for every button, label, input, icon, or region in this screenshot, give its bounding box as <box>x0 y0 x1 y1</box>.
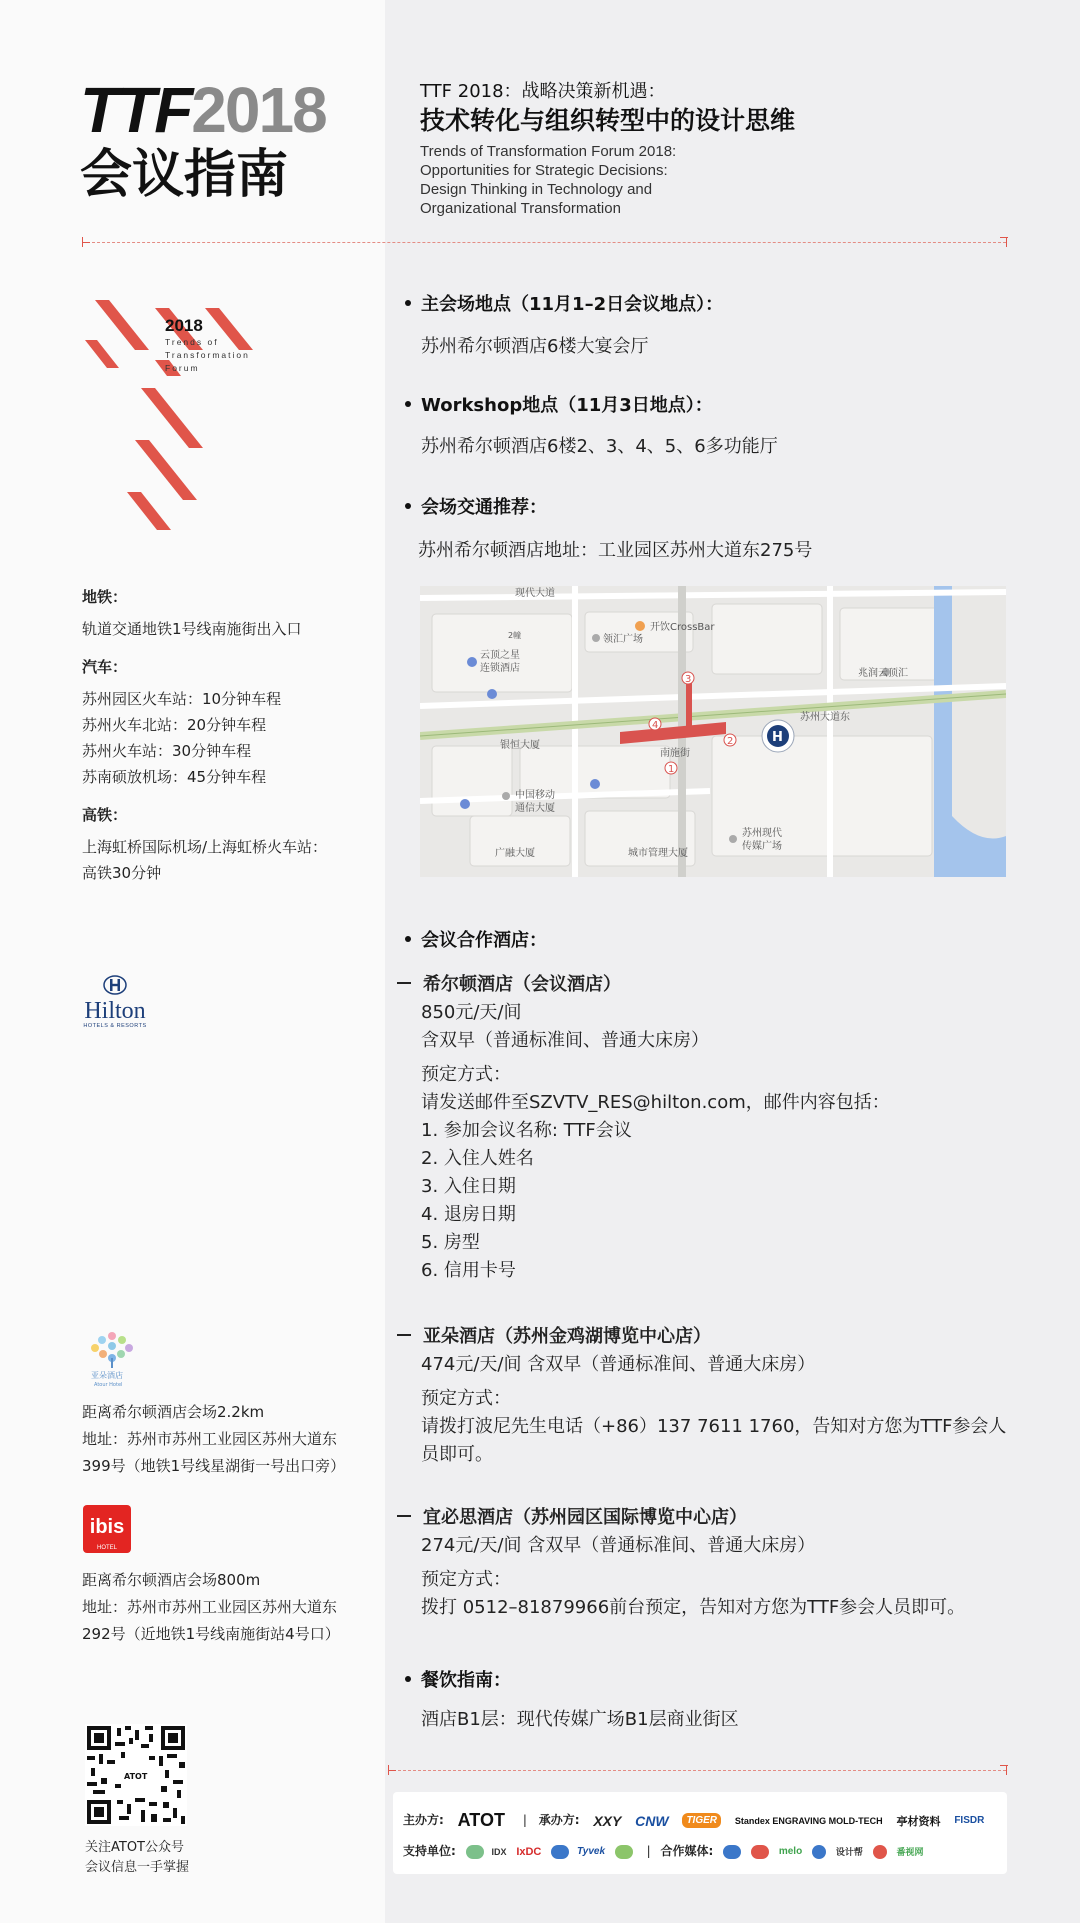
atour-distance: 距离希尔顿酒店会场2.2km <box>82 1403 265 1421</box>
emblem-line: Forum <box>165 363 200 373</box>
qr-caption-line: 关注ATOT公众号 <box>85 1840 184 1855</box>
atour-name-text: 亚朵酒店（苏州金鸡湖博览中心店） <box>423 1326 711 1347</box>
svg-text:H: H <box>772 730 783 745</box>
cnw-logo: CNW <box>635 1812 669 1829</box>
dash-marker <box>397 982 411 984</box>
map-label: 领汇广场 <box>603 634 643 645</box>
poi-icon <box>729 835 737 843</box>
hilton-item: 3. 入住日期 <box>421 1176 516 1197</box>
divider-tick <box>388 1770 396 1771</box>
rail-heading: 高铁： <box>82 806 128 824</box>
hilton-breakfast: 含双早（普通标准间、普通大床房） <box>421 1030 709 1051</box>
media-logo-icon <box>723 1845 741 1859</box>
bullet-dot <box>405 503 411 509</box>
guide-title: 会议指南 <box>80 145 289 205</box>
ibis-address: 292号（近地铁1号线南施街站4号口） <box>82 1625 340 1643</box>
melo-logo: melo <box>778 1846 803 1857</box>
workshop-title-text: Workshop地点（11月3日地点）： <box>421 395 713 416</box>
ibis-logo-sub: HOTEL <box>96 1545 117 1551</box>
ibis-price: 274元/天/间 含双早（普通标准间、普通大床房） <box>421 1535 816 1556</box>
dining-title <box>405 1668 511 1694</box>
divider-tick <box>1000 237 1008 238</box>
tiger-logo: TIGER <box>682 1813 721 1828</box>
media-logo-icon <box>812 1845 826 1859</box>
ibis-booking-head: 预定方式： <box>421 1569 511 1590</box>
hilton-item: 5. 房型 <box>421 1232 480 1253</box>
atour-address: 地址：苏州市苏州工业园区苏州大道东 <box>82 1430 338 1448</box>
main-venue-title-text: 主会场地点（11月1–2日会议地点）： <box>421 294 724 315</box>
car-line: 苏州火车北站：20分钟车程 <box>82 716 267 734</box>
main-venue-title <box>405 292 723 318</box>
ibis-hotel <box>397 1504 1017 1622</box>
sponsors-row-2 <box>403 1842 924 1859</box>
hilton-logo-word: Hilton <box>84 998 146 1024</box>
hilton-emblem-icon <box>103 975 127 995</box>
divider-tick <box>1006 1765 1007 1775</box>
poi-hotel-icon <box>467 657 477 667</box>
exit-marker: 3 <box>685 674 692 685</box>
car-block <box>82 654 372 790</box>
atour-name <box>397 1323 1017 1351</box>
rail-line: 上海虹桥国际机场/上海虹桥火车站： <box>82 838 328 856</box>
media-label: 合作媒体: <box>660 1844 714 1858</box>
subtitle-en-line: Design Thinking in Technology and <box>420 181 653 198</box>
hilton-price: 850元/天/间 <box>421 1002 522 1023</box>
bullet-dot <box>405 936 411 942</box>
atour-logo <box>86 1330 138 1388</box>
emblem-year: 2018 <box>165 316 203 335</box>
hilton-booking-line: 请发送邮件至SZVTV_RES@hilton.com，邮件内容包括： <box>421 1092 890 1113</box>
subtitle-cn-1: TTF 2018：战略决策新机遇： <box>420 81 666 102</box>
atour-booking-line: 请拨打波尼先生电话（+86）137 7611 1760，告知对方您为TTF参会人 <box>421 1416 1007 1437</box>
qr-code-graphic <box>85 1724 187 1826</box>
map-label: 现代大道 <box>515 588 555 599</box>
separator: | <box>646 1844 651 1858</box>
transport-info <box>82 584 372 898</box>
ibis-address: 地址：苏州市苏州工业园区苏州大道东 <box>82 1598 338 1616</box>
support-logo-icon <box>551 1845 569 1859</box>
exit-marker: 2 <box>727 736 734 747</box>
divider-tick <box>1006 237 1007 247</box>
right-panel-background <box>385 0 1080 1923</box>
divider-tick <box>82 242 90 243</box>
poi-icon <box>592 634 600 642</box>
support-label: 支持单位: <box>403 1844 456 1858</box>
material-logo: 亭材资料 <box>896 1815 941 1828</box>
atour-price: 474元/天/间 含双早（普通标准间、普通大床房） <box>421 1354 816 1375</box>
ibis-left-info <box>82 1567 372 1648</box>
parking-icon <box>487 689 497 699</box>
hilton-logo-sub: HOTELS & RESORTS <box>83 1023 147 1029</box>
map-label: 通信大厦 <box>515 803 555 814</box>
qr-center-text: ATOT <box>124 1772 148 1781</box>
ibis-distance: 距离希尔顿酒店会场800m <box>82 1571 261 1589</box>
hotels-title <box>405 928 547 954</box>
map-label: 开饮CrossBar <box>650 622 715 633</box>
workshop-title <box>405 393 713 419</box>
subtitle-en-line: Trends of Transformation Forum 2018: <box>420 143 677 160</box>
subway-block <box>82 584 372 642</box>
qr-caption <box>85 1838 189 1878</box>
support-logo-icon <box>466 1845 484 1859</box>
host-label: 主办方: <box>403 1813 444 1827</box>
map-label: 云顶之星 <box>480 650 520 661</box>
organizer-label: 承办方: <box>538 1813 580 1827</box>
hilton-logo <box>80 975 150 1029</box>
hilton-name-text: 希尔顿酒店（会议酒店） <box>423 974 621 995</box>
hilton-hotel <box>397 971 1017 1285</box>
hilton-item: 2. 入住人姓名 <box>421 1148 534 1169</box>
media-logo-icon <box>751 1845 769 1859</box>
atour-booking-line: 员即可。 <box>421 1444 493 1465</box>
standex-logo: Standex ENGRAVING MOLD-TECH <box>734 1815 883 1826</box>
hilton-name <box>397 971 1017 999</box>
sponsors-bar <box>393 1792 1007 1874</box>
transport-title-text: 会场交通推荐： <box>421 497 547 518</box>
subtitle-en <box>420 142 1020 218</box>
emblem-text <box>165 316 250 375</box>
dining-body: 酒店B1层：现代传媒广场B1层商业街区 <box>421 1709 739 1730</box>
main-venue-body: 苏州希尔顿酒店6楼大宴会厅 <box>421 336 649 357</box>
atour-booking-head: 预定方式： <box>421 1388 511 1409</box>
sponsors-row-1 <box>403 1810 984 1831</box>
venue-map <box>420 586 1006 877</box>
media-logo-icon <box>873 1845 887 1859</box>
hilton-item: 1. 参加会议名称: TTF会议 <box>421 1120 632 1141</box>
ttf-logo: TTF2018 <box>80 74 326 146</box>
ibis-name-text: 宜必思酒店（苏州园区国际博览中心店） <box>423 1507 747 1528</box>
bullet-dot <box>405 401 411 407</box>
bullet-dot <box>405 1676 411 1682</box>
header-divider <box>82 242 1006 243</box>
map-label: 连锁酒店 <box>480 663 520 674</box>
subtitle-en-line: Organizational Transformation <box>420 200 621 217</box>
ibis-booking-line: 拨打 0512–81879966前台预定，告知对方您为TTF参会人员即可。 <box>421 1597 966 1618</box>
atour-left-info <box>82 1399 372 1480</box>
divider-tick <box>1000 1765 1008 1766</box>
header-subtitle <box>420 80 1020 218</box>
dash-marker <box>397 1515 411 1517</box>
map-label: 苏州现代 <box>742 828 782 839</box>
ibis-logo <box>83 1505 131 1553</box>
food-icon <box>635 621 645 631</box>
map-label: 苏州大道东 <box>800 712 850 723</box>
support-logo-icon <box>615 1845 633 1859</box>
car-heading: 汽车： <box>82 658 128 676</box>
atour-logo-sub: Atour Hotel <box>94 1382 123 1388</box>
atour-address: 399号（地铁1号线星湖街一号出口旁） <box>82 1457 346 1475</box>
poi-icon <box>502 792 510 800</box>
map-label: 南施街 <box>660 748 690 759</box>
hilton-booking-head: 预定方式： <box>421 1064 511 1085</box>
atour-hotel <box>397 1323 1017 1469</box>
ixdc-logo: IxDC <box>516 1845 542 1858</box>
atour-logo-word: 亚朵酒店 <box>91 1371 123 1380</box>
subway-heading: 地铁： <box>82 588 128 606</box>
map-label: 银恒大厦 <box>500 740 540 751</box>
idx-logo: IDX <box>491 1846 507 1857</box>
subtitle-cn-2: 技术转化与组织转型中的设计思维 <box>420 106 796 135</box>
exit-marker: 1 <box>668 764 675 775</box>
bullet-dot <box>405 300 411 306</box>
dining-title-text: 餐饮指南： <box>421 1670 511 1691</box>
tyvek-logo: Tyvek <box>577 1846 606 1857</box>
atot-logo: ATOT <box>457 1810 505 1830</box>
qr-caption-line: 会议信息一手掌握 <box>85 1860 190 1875</box>
design-logo: 设计帮 <box>835 1847 863 1857</box>
fisdr-logo: FISDR <box>954 1815 985 1826</box>
car-line: 苏南硕放机场：45分钟车程 <box>82 768 267 786</box>
map-label: 2幢 <box>508 631 522 640</box>
emblem-line: Transformation <box>165 350 250 360</box>
hilton-item: 4. 退房日期 <box>421 1204 516 1225</box>
rail-block <box>82 802 372 886</box>
map-label: 城市管理大厦 <box>628 848 688 859</box>
parking-icon <box>590 779 600 789</box>
ibis-name <box>397 1504 1017 1532</box>
emblem-line: Trends of <box>165 337 219 347</box>
hotels-title-text: 会议合作酒店： <box>421 930 547 951</box>
workshop-body: 苏州希尔顿酒店6楼2、3、4、5、6多功能厅 <box>421 436 778 457</box>
media-logo: 番视网 <box>896 1847 924 1857</box>
map-water <box>934 586 952 877</box>
subway-line: 轨道交通地铁1号线南施街出入口 <box>82 620 302 638</box>
map-label: 传媒广场 <box>742 841 782 852</box>
car-line: 苏州园区火车站：10分钟车程 <box>82 690 282 708</box>
car-line: 苏州火车站：30分钟车程 <box>82 742 252 760</box>
rail-line: 高铁30分钟 <box>82 864 162 882</box>
footer-divider <box>388 1770 1006 1771</box>
exit-marker: 4 <box>652 720 659 731</box>
map-label: 兆润云顶汇 <box>858 668 908 679</box>
map-label: 中国移动 <box>515 790 555 801</box>
subtitle-en-line: Opportunities for Strategic Decisions: <box>420 162 668 179</box>
hilton-item: 6. 信用卡号 <box>421 1260 516 1281</box>
qr-code[interactable] <box>85 1724 187 1826</box>
separator: | <box>522 1813 527 1827</box>
transport-title <box>405 495 547 521</box>
transport-body: 苏州希尔顿酒店地址：工业园区苏州大道东275号 <box>418 540 813 561</box>
map-label: 广融大厦 <box>495 848 535 859</box>
xxy-logo: XXY <box>593 1812 622 1829</box>
metro-icon <box>460 799 470 809</box>
dash-marker <box>397 1334 411 1336</box>
ibis-logo-word: ibis <box>89 1516 125 1538</box>
